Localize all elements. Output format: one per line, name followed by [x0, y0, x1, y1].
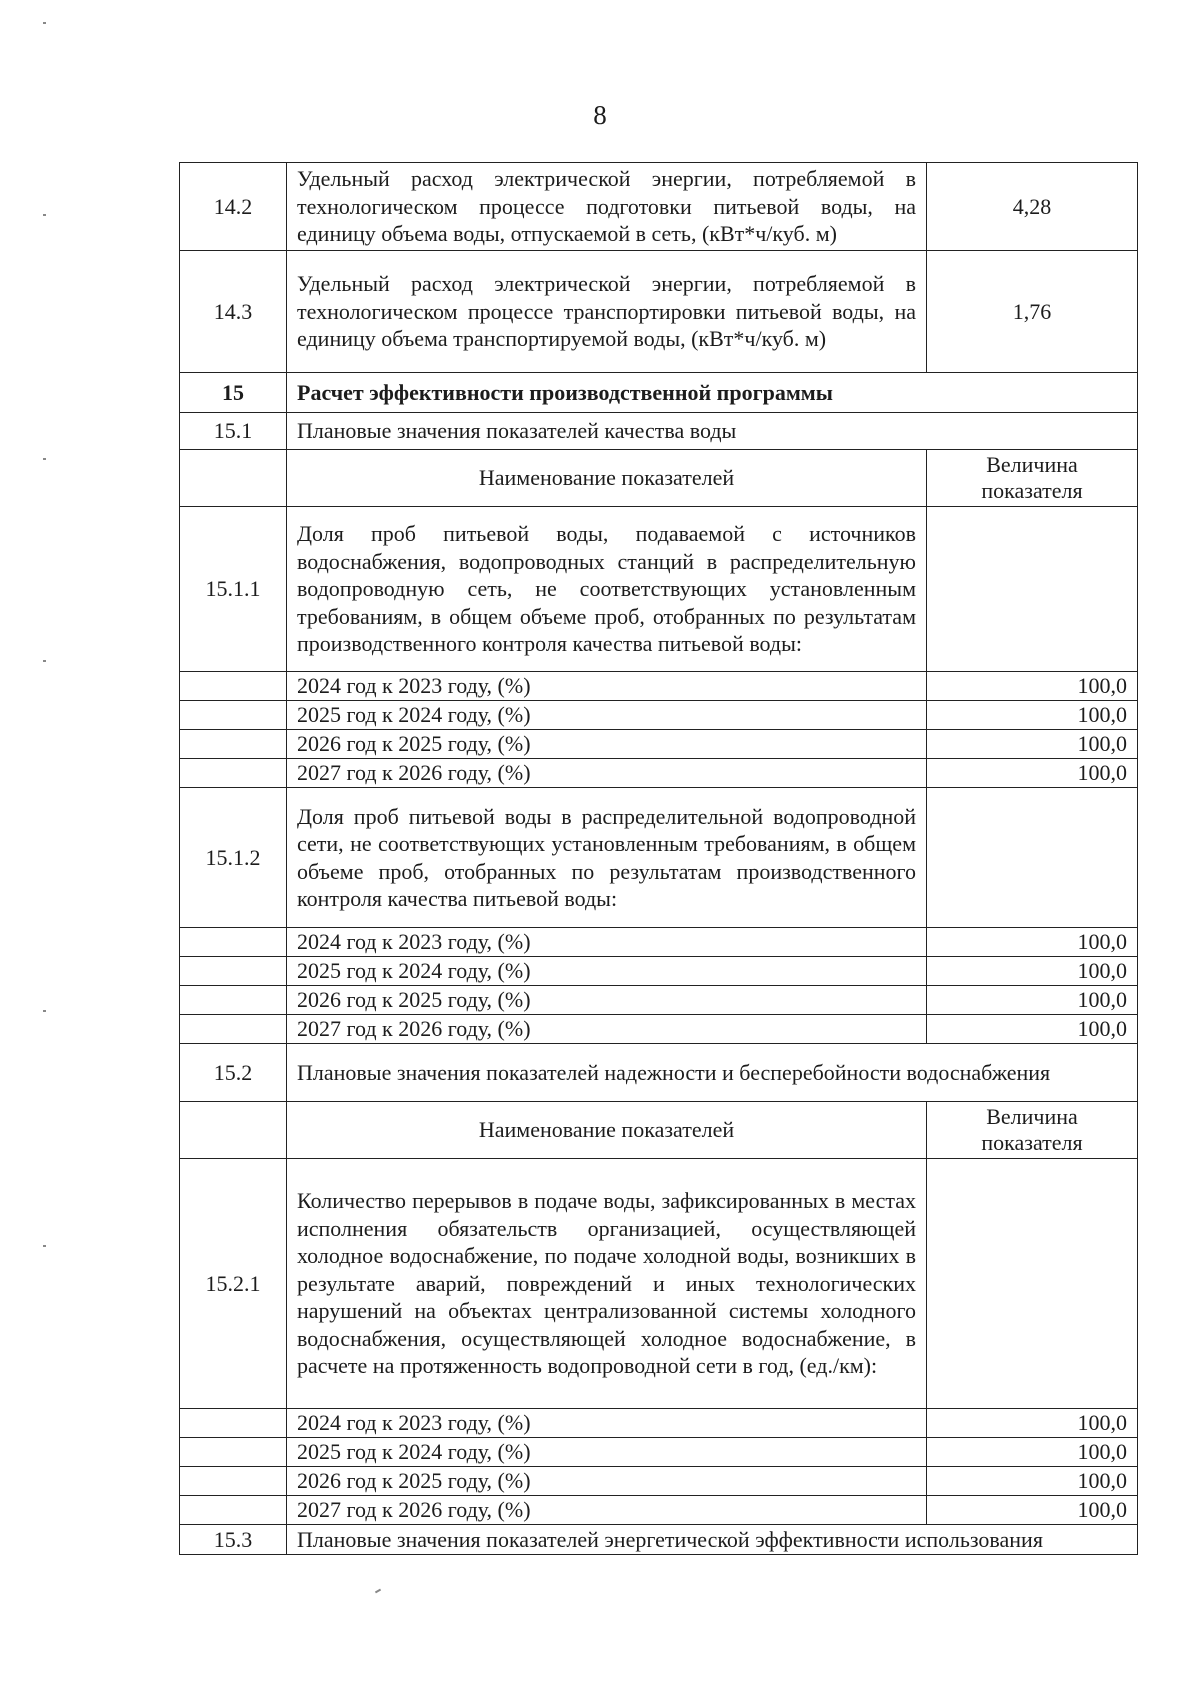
row-number: 15.2.1 [180, 1159, 287, 1409]
year-value: 100,0 [927, 986, 1138, 1015]
empty-cell [180, 1102, 287, 1159]
table-header-row [180, 1102, 1138, 1159]
year-value: 100,0 [927, 957, 1138, 986]
row-number: 15.1.1 [180, 507, 287, 672]
year-row [180, 1496, 1138, 1525]
empty-cell [180, 928, 287, 957]
year-row [180, 1438, 1138, 1467]
indicator-text: Доля проб питьевой воды, подаваемой с источников водоснабжения, водопроводных станций в распределительную водопроводную сеть, не соответствующих установленным требованиям, в общем объеме проб, отобранных по результатам производственного контроля качества питьевой воды: [287, 507, 927, 672]
table-header-row [180, 450, 1138, 507]
table-row-14-2 [180, 163, 1138, 251]
year-value: 100,0 [927, 730, 1138, 759]
indicator-text: Удельный расход электрической энергии, потребляемой в технологическом процессе подготовки питьевой воды, на единицу объема воды, отпускаемой в сеть, (кВт*ч/куб. м) [287, 163, 927, 251]
year-label: 2025 год к 2024 году, (%) [287, 1438, 927, 1467]
indicator-value: 4,28 [927, 163, 1138, 251]
year-value: 100,0 [927, 701, 1138, 730]
scan-speck [43, 22, 46, 24]
row-number: 14.2 [180, 163, 287, 251]
indicator-text: Удельный расход электрической энергии, потребляемой в технологическом процессе транспортировки питьевой воды, на единицу объема транспортируемой воды, (кВт*ч/куб. м) [287, 251, 927, 373]
year-label: 2025 год к 2024 году, (%) [287, 701, 927, 730]
year-value: 100,0 [927, 1409, 1138, 1438]
page-number: 8 [593, 100, 607, 130]
year-label: 2027 год к 2026 году, (%) [287, 1015, 927, 1044]
empty-cell [180, 450, 287, 507]
table-row-15-2 [180, 1044, 1138, 1102]
empty-cell [927, 788, 1138, 928]
year-value: 100,0 [927, 1496, 1138, 1525]
year-row [180, 701, 1138, 730]
empty-cell [180, 701, 287, 730]
column-header-value: Величина показателя [927, 1102, 1138, 1159]
table-row-15-1 [180, 413, 1138, 450]
empty-cell [927, 507, 1138, 672]
table-row-14-3 [180, 251, 1138, 373]
year-label: 2024 год к 2023 году, (%) [287, 928, 927, 957]
subsection-title: Плановые значения показателей надежности и бесперебойности водоснабжения [287, 1044, 1138, 1102]
year-label: 2024 год к 2023 году, (%) [287, 672, 927, 701]
table-row-15-3 [180, 1525, 1138, 1555]
empty-cell [180, 759, 287, 788]
subsection-title: Плановые значения показателей качества воды [287, 413, 1138, 450]
year-value: 100,0 [927, 672, 1138, 701]
empty-cell [180, 1438, 287, 1467]
table-row-15-1-1 [180, 507, 1138, 672]
year-value: 100,0 [927, 1438, 1138, 1467]
column-header-name: Наименование показателей [287, 450, 927, 507]
empty-cell [180, 1015, 287, 1044]
indicators-table [179, 162, 1138, 1555]
year-row [180, 1409, 1138, 1438]
row-number: 15.1 [180, 413, 287, 450]
year-label: 2027 год к 2026 году, (%) [287, 1496, 927, 1525]
empty-cell [180, 672, 287, 701]
year-label: 2024 год к 2023 году, (%) [287, 1409, 927, 1438]
section-number: 15 [180, 373, 287, 413]
year-label: 2026 год к 2025 году, (%) [287, 1467, 927, 1496]
year-row [180, 759, 1138, 788]
column-header-value: Величина показателя [927, 450, 1138, 507]
table-row-15-1-2 [180, 788, 1138, 928]
scan-speck [375, 1589, 381, 1594]
year-value: 100,0 [927, 1467, 1138, 1496]
column-header-name: Наименование показателей [287, 1102, 927, 1159]
empty-cell [180, 986, 287, 1015]
year-label: 2025 год к 2024 году, (%) [287, 957, 927, 986]
table-row-15-2-1 [180, 1159, 1138, 1409]
empty-cell [927, 1159, 1138, 1409]
year-row [180, 928, 1138, 957]
empty-cell [180, 730, 287, 759]
year-value: 100,0 [927, 1015, 1138, 1044]
year-value: 100,0 [927, 928, 1138, 957]
row-number: 15.2 [180, 1044, 287, 1102]
subsection-title: Плановые значения показателей энергетической эффективности использования [287, 1525, 1138, 1555]
empty-cell [180, 1467, 287, 1496]
year-label: 2026 год к 2025 году, (%) [287, 986, 927, 1015]
indicator-value: 1,76 [927, 251, 1138, 373]
year-label: 2026 год к 2025 году, (%) [287, 730, 927, 759]
empty-cell [180, 957, 287, 986]
scan-speck [43, 1245, 46, 1247]
year-label: 2027 год к 2026 году, (%) [287, 759, 927, 788]
section-title: Расчет эффективности производственной программы [287, 373, 1138, 413]
year-value: 100,0 [927, 759, 1138, 788]
row-number: 15.1.2 [180, 788, 287, 928]
indicator-text: Доля проб питьевой воды в распределительной водопроводной сети, не соответствующих установленным требованиям, в общем объеме проб, отобранных по результатам производственного контроля качества питьевой воды: [287, 788, 927, 928]
year-row [180, 672, 1138, 701]
year-row [180, 1467, 1138, 1496]
indicator-text: Количество перерывов в подаче воды, зафиксированных в местах исполнения обязательств организацией, осуществляющей холодное водоснабжение, по подаче холодной воды, возникших в результате аварий, повреждений и иных технологических нарушений на объектах централизованной системы холодного водоснабжения, осуществляющей холодное водоснабжение, в расчете на протяженность водопроводной сети в год, (ед./км): [287, 1159, 927, 1409]
scan-speck [43, 214, 46, 216]
row-number: 15.3 [180, 1525, 287, 1555]
scan-speck [43, 458, 46, 460]
empty-cell [180, 1496, 287, 1525]
empty-cell [180, 1409, 287, 1438]
row-number: 14.3 [180, 251, 287, 373]
year-row [180, 1015, 1138, 1044]
year-row [180, 730, 1138, 759]
scan-speck [43, 1010, 46, 1012]
table-row-15 [180, 373, 1138, 413]
year-row [180, 986, 1138, 1015]
year-row [180, 957, 1138, 986]
scan-speck [43, 660, 46, 662]
